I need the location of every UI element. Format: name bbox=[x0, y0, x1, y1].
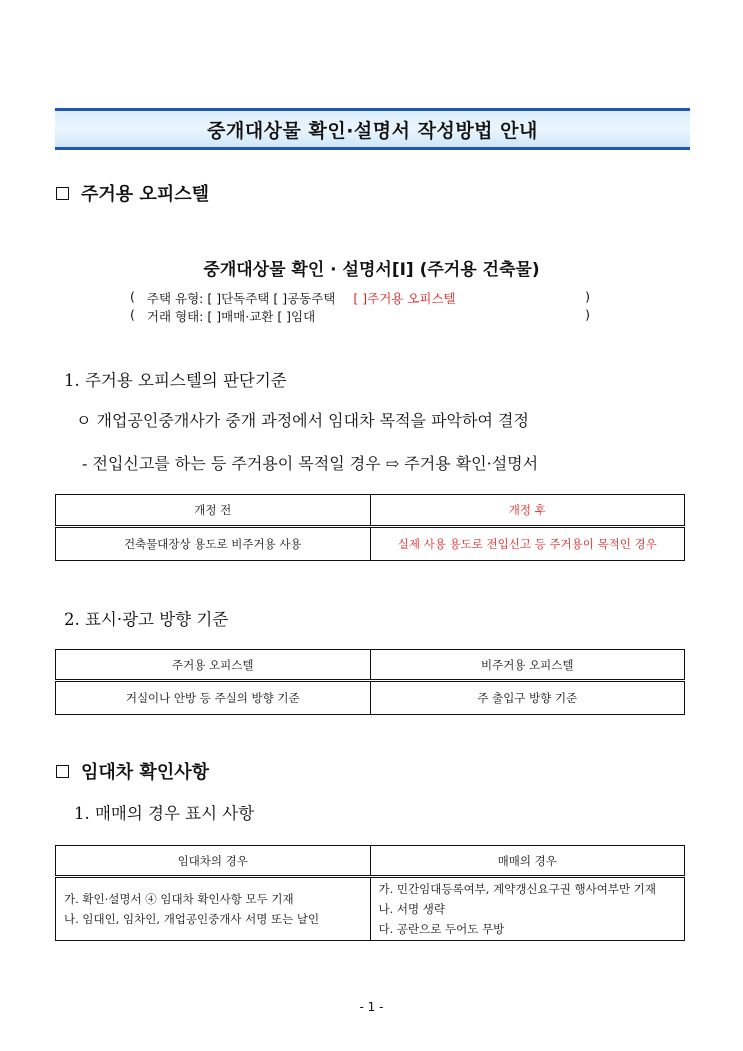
criteria-line-2: - 전입신고를 하는 등 주거용이 목적일 경우 ⇨ 주거용 확인·설명서 bbox=[82, 454, 539, 473]
document-title: 중개대상물 확인 · 설명서[Ⅰ] (주거용 건축물) bbox=[203, 260, 540, 280]
housing-type-label: 주택 유형: [ ]단독주택 [ ]공동주택 bbox=[146, 291, 336, 306]
transaction-type-line bbox=[130, 307, 590, 325]
sale-display-heading: 1. 매매의 경우 표시 사항 bbox=[74, 804, 255, 823]
section-heading-text: 임대차 확인사항 bbox=[81, 762, 209, 783]
page-title-text: 중개대상물 확인·설명서 작성방법 안내 bbox=[207, 119, 538, 142]
section-heading-text: 주거용 오피스텔 bbox=[81, 184, 209, 205]
page-number: - 1 - bbox=[359, 1000, 384, 1014]
sale-line-1: 가. 민간임대등록여부, 계약갱신요구권 행사여부만 기재 bbox=[378, 882, 656, 896]
table-header-row bbox=[56, 650, 685, 681]
checkbox-square-icon bbox=[56, 765, 69, 778]
header-before: 개정 전 bbox=[56, 495, 371, 527]
direction-heading: 2. 표시·광고 방향 기준 bbox=[64, 610, 229, 629]
cell-lease bbox=[56, 877, 371, 941]
table-row bbox=[56, 527, 685, 561]
housing-type-line bbox=[130, 289, 590, 307]
section-heading-lease bbox=[56, 758, 209, 784]
criteria-table bbox=[55, 494, 685, 561]
cell-after: 실제 사용 용도로 전입신고 등 주거용이 목적인 경우 bbox=[370, 527, 685, 561]
paren-open: ( bbox=[130, 289, 135, 304]
paren-open: ( bbox=[130, 307, 135, 322]
table-header-row bbox=[56, 846, 685, 877]
lease-sale-table bbox=[55, 845, 685, 941]
page-title bbox=[55, 108, 690, 150]
paren-close: ) bbox=[585, 307, 590, 322]
housing-type-officetel: [ ]주거용 오피스텔 bbox=[353, 291, 456, 306]
direction-table bbox=[55, 649, 685, 715]
paren-close: ) bbox=[585, 289, 590, 304]
section-heading-officetel bbox=[56, 180, 209, 206]
cell-sale bbox=[370, 877, 685, 941]
sale-line-2: 나. 서명 생략 bbox=[378, 902, 446, 916]
lease-line-1: 가. 확인·설명서 ④ 임대차 확인사항 모두 기재 bbox=[64, 892, 294, 906]
criteria-line-1: ㅇ 개업공인중개사가 중개 과정에서 임대차 목적을 파악하여 결정 bbox=[76, 411, 529, 430]
cell-before: 건축물대장상 용도로 비주거용 사용 bbox=[56, 527, 371, 561]
cell-residential: 거실이나 안방 등 주실의 방향 기준 bbox=[56, 681, 371, 715]
header-non-residential: 비주거용 오피스텔 bbox=[370, 650, 685, 681]
table-row bbox=[56, 877, 685, 941]
header-sale: 매매의 경우 bbox=[370, 846, 685, 877]
transaction-type-label: 거래 형태: [ ]매매·교환 [ ]임대 bbox=[146, 309, 316, 324]
header-after: 개정 후 bbox=[370, 495, 685, 527]
cell-non-residential: 주 출입구 방향 기준 bbox=[370, 681, 685, 715]
header-lease: 임대차의 경우 bbox=[56, 846, 371, 877]
checkbox-square-icon bbox=[56, 187, 69, 200]
criteria-heading: 1. 주거용 오피스텔의 판단기준 bbox=[64, 371, 287, 390]
table-header-row bbox=[56, 495, 685, 527]
table-row bbox=[56, 681, 685, 715]
sale-line-3: 다. 공란으로 두어도 무방 bbox=[378, 922, 505, 936]
lease-line-2: 나. 임대인, 임차인, 개업공인중개사 서명 또는 날인 bbox=[64, 912, 320, 926]
header-residential: 주거용 오피스텔 bbox=[56, 650, 371, 681]
